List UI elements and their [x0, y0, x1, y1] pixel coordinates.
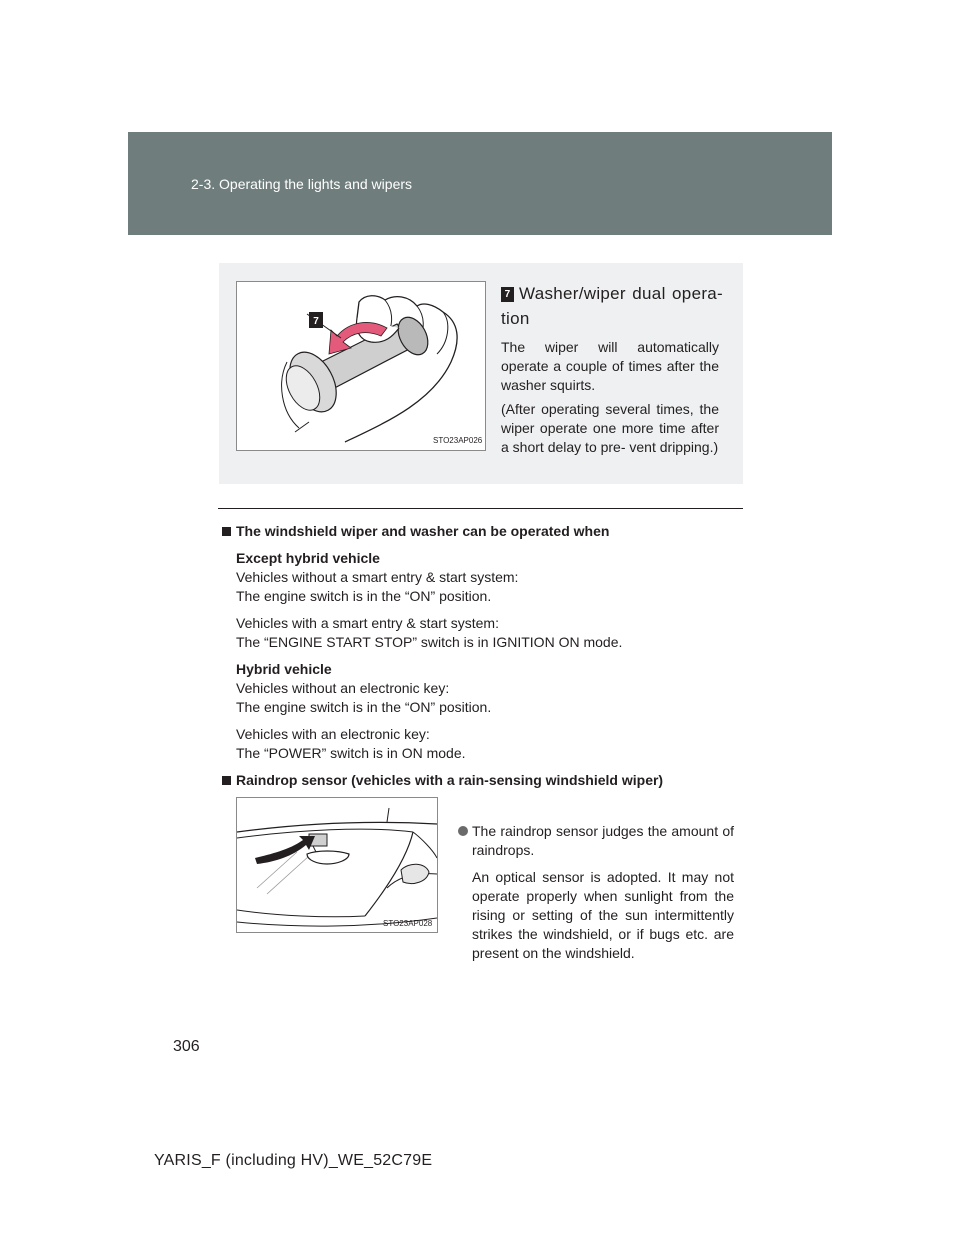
square-bullet-icon — [222, 776, 231, 785]
document-id: YARIS_F (including HV)_WE_52C79E — [154, 1152, 433, 1169]
operating-conditions-heading-text: The windshield wiper and washer can be operated when — [236, 523, 610, 539]
item-paragraph-1: The wiper will automatically operate a couple of times after the washer squirts. — [501, 339, 719, 393]
square-bullet-icon — [222, 527, 231, 536]
item-number-badge: 7 — [501, 287, 514, 302]
raindrop-bullet — [458, 822, 734, 860]
raindrop-sensor-heading-text: Raindrop sensor (vehicles with a rain-sensing windshield wiper) — [236, 772, 664, 788]
hybrid-label: Hybrid vehicle — [236, 661, 332, 677]
raindrop-sensor-notes — [458, 822, 734, 963]
item-paragraph-2: (After operating several times, the wiper operate one more time after a short delay to pre- vent dripping.) — [501, 401, 719, 455]
divider-rule — [218, 508, 743, 509]
windshield-drawing — [237, 798, 437, 932]
except-hybrid-label: Except hybrid vehicle — [236, 550, 380, 566]
section-title: 2-3. Operating the lights and wipers — [191, 176, 413, 192]
section-header-band — [128, 132, 832, 235]
hybrid-line-1: Vehicles without an electronic key: — [236, 680, 450, 696]
raindrop-sensor-illustration — [236, 797, 438, 933]
wiper-lever-drawing — [237, 282, 485, 450]
raindrop-bullet-text: The raindrop sensor judges the amount of raindrops. — [472, 823, 734, 858]
notes-section — [222, 522, 742, 790]
item-title — [501, 281, 723, 331]
page-number: 306 — [173, 1038, 200, 1055]
item-title-text: Washer/wiper dual opera- tion — [501, 284, 723, 328]
except-hybrid-block — [222, 549, 742, 763]
figure-code: STO23AP026 — [433, 436, 483, 445]
hybrid-line-2: The engine switch is in the “ON” position. — [236, 699, 492, 715]
wiper-lever-illustration — [236, 281, 486, 451]
except-hybrid-line-2: The engine switch is in the “ON” position. — [236, 588, 492, 604]
washer-wiper-panel — [219, 263, 743, 484]
raindrop-sensor-heading — [222, 771, 742, 790]
hybrid-line-4: The “POWER” switch is in ON mode. — [236, 745, 466, 761]
operating-conditions-heading — [222, 522, 742, 541]
figure-code: STO23AP028 — [383, 919, 433, 928]
circle-bullet-icon — [458, 826, 468, 836]
raindrop-paragraph: An optical sensor is adopted. It may not operate properly when sunlight from the rising or setting of the sun intermittently strikes the windshield, or if bugs etc. are present on the windshield. — [472, 869, 734, 961]
except-hybrid-line-4: The “ENGINE START STOP” switch is in IGNITION ON mode. — [236, 634, 623, 650]
hybrid-line-3: Vehicles with an electronic key: — [236, 726, 430, 742]
figure-item-number: 7 — [313, 316, 319, 327]
except-hybrid-line-1: Vehicles without a smart entry & start system: — [236, 569, 519, 585]
except-hybrid-line-3: Vehicles with a smart entry & start system: — [236, 615, 499, 631]
